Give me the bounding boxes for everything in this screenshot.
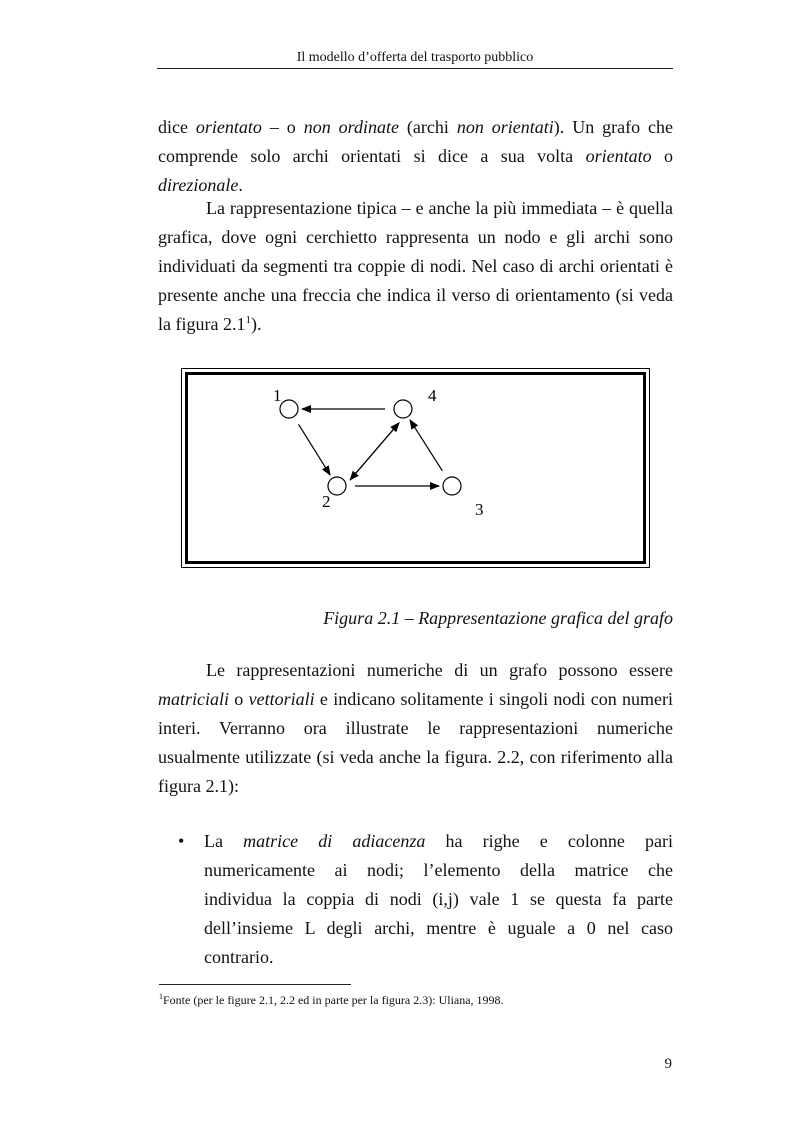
- italic-term: matrice di adiacenza: [243, 831, 426, 851]
- italic-term: vettoriali: [248, 689, 315, 709]
- footnote-mark: 1: [159, 992, 163, 1001]
- node-4: [394, 400, 412, 418]
- footnote-text: Fonte (per le figure 2.1, 2.2 ed in parte per la figura 2.3): Uliana, 1998.: [163, 993, 504, 1007]
- paragraph-numeric-representations: [158, 656, 673, 801]
- figure-caption: Figura 2.1 – Rappresentazione grafica del grafo: [323, 608, 673, 628]
- footnote: [159, 992, 674, 1008]
- text-span: .: [238, 175, 243, 195]
- italic-term: orientato: [195, 117, 262, 137]
- node-label-2: 2: [322, 492, 331, 511]
- node-2: [328, 477, 346, 495]
- paragraph-graphic-representation: [158, 194, 673, 339]
- text-span: La: [204, 831, 244, 851]
- header-rule: [157, 68, 673, 69]
- text-span: e indicano solitamente i singoli nodi con numeri interi. Verranno ora illustrate le rappresentazioni numeriche usualmente utilizzate (si veda anche la figura. 2.2, con riferimento alla figura 2.1):: [158, 689, 674, 796]
- italic-term: orientato: [585, 146, 652, 166]
- text-span: Le rappresentazioni numeriche di un grafo possono essere: [206, 660, 673, 680]
- node-1: [280, 400, 298, 418]
- bullet-icon: •: [178, 831, 185, 851]
- text-span: o: [229, 689, 249, 709]
- text-span: o: [651, 146, 673, 166]
- node-3: [443, 477, 461, 495]
- graph-diagram: [182, 369, 649, 567]
- text-span: (archi: [399, 117, 457, 137]
- node-label-4: 4: [428, 386, 437, 405]
- arc-4-to-2: [350, 427, 396, 480]
- text-span: ). Un grafo che comprende solo archi orientati si dice a sua volta: [158, 117, 674, 166]
- node-label-1: 1: [273, 386, 282, 405]
- arc-3-to-4: [410, 420, 442, 471]
- figure-2-1: [181, 368, 650, 568]
- footnote-reference[interactable]: 1: [245, 314, 251, 326]
- text-span: La rappresentazione tipica – e anche la più immediata – è quella grafica, dove ogni cerchietto rappresenta un nodo e gli archi sono individuati da segmenti tra coppie di nodi. Nel caso di archi orientati è presente anche una freccia che indica il verso di orientamento (si veda la figura 2.1: [158, 198, 673, 334]
- footnote-rule: [159, 984, 351, 985]
- italic-term: matriciali: [158, 689, 229, 709]
- node-label-3: 3: [475, 500, 484, 519]
- text-span: ha righe e colonne pari numericamente ai nodi; l’elemento della matrice che individua la coppia di nodi (i,j) vale 1 se questa fa parte dell’insieme L degli archi, mentre è uguale a 0 nel caso contrario.: [204, 831, 673, 967]
- italic-term: non orientati: [456, 117, 554, 137]
- list-item: [178, 827, 673, 972]
- text-span: dice: [158, 117, 196, 137]
- text-span: ).: [250, 314, 262, 334]
- bullet-list: [178, 827, 673, 972]
- page-number: 9: [664, 1056, 672, 1072]
- running-header: Il modello d’offerta del trasporto pubblico: [296, 50, 534, 65]
- text-span: – o: [261, 117, 304, 137]
- paragraph-orientation: [158, 113, 673, 200]
- italic-term: direzionale: [158, 175, 239, 195]
- list-item-text: [204, 827, 673, 972]
- italic-term: non ordinate: [303, 117, 399, 137]
- arc-1-to-2: [299, 424, 331, 475]
